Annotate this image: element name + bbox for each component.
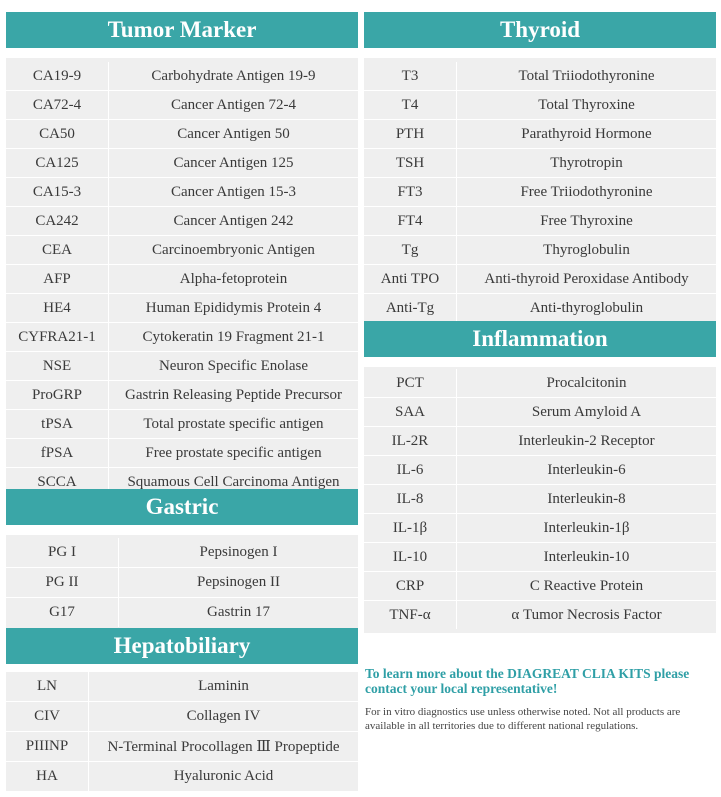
marker-code: LN [6, 672, 89, 701]
table-row [6, 207, 358, 236]
marker-name: Interleukin-8 [547, 490, 626, 507]
table-row [6, 381, 358, 410]
marker-name: Total prostate specific antigen [143, 415, 324, 432]
marker-name: Free prostate specific antigen [145, 444, 322, 461]
inflammation-panel [364, 321, 716, 633]
thyroid-table [364, 58, 716, 324]
marker-code: IL-8 [364, 485, 457, 513]
marker-name: Gastrin 17 [207, 604, 270, 620]
table-row [364, 236, 716, 265]
table-row [6, 410, 358, 439]
marker-name: Collagen IV [186, 708, 261, 724]
marker-name: Serum Amyloid A [531, 403, 642, 420]
marker-code: CEA [6, 236, 109, 264]
marker-name: Interleukin-1β [543, 519, 630, 536]
contact-title: To learn more about the DIAGREAT CLIA KITS please contact your local representative! [365, 666, 690, 696]
marker-name: Free Triiodothyronine [520, 183, 653, 200]
marker-name: Cytokeratin 19 Fragment 21-1 [142, 328, 325, 345]
contact-note [365, 666, 717, 733]
table-row [6, 732, 358, 762]
marker-code: CIV [6, 702, 89, 731]
marker-name: Total Triiodothyronine [518, 67, 655, 84]
table-row [6, 294, 358, 323]
table-row [6, 236, 358, 265]
marker-code: CA125 [6, 149, 109, 177]
marker-name: Pepsinogen II [197, 574, 280, 590]
table-row [364, 514, 716, 543]
marker-name: C Reactive Protein [529, 577, 644, 594]
table-row [364, 265, 716, 294]
marker-code: PTH [364, 120, 457, 148]
gastric-panel [6, 489, 358, 629]
marker-name: Squamous Cell Carcinoma Antigen [127, 473, 340, 490]
table-row [6, 62, 358, 91]
marker-code: HA [6, 762, 89, 791]
marker-code: Anti TPO [364, 265, 457, 293]
marker-code: CYFRA21-1 [6, 323, 109, 351]
marker-name: Cancer Antigen 50 [177, 125, 290, 142]
marker-code: IL-2R [364, 427, 457, 455]
marker-code: T4 [364, 91, 457, 119]
table-row [364, 91, 716, 120]
table-row [364, 369, 716, 398]
marker-code: ProGRP [6, 381, 109, 409]
table-row [364, 427, 716, 456]
thyroid-header: Thyroid [364, 12, 716, 48]
marker-name: Interleukin-6 [547, 461, 626, 478]
marker-code: SAA [364, 398, 457, 426]
hepatobiliary-panel [6, 628, 358, 791]
table-row [364, 120, 716, 149]
marker-code: PIIINP [6, 732, 89, 761]
marker-name: Neuron Specific Enolase [158, 357, 309, 374]
disclaimer-text: For in vitro diagnostics use unless otherwise noted. Not all products are available in all territories due to different national regulations. [365, 706, 681, 732]
marker-name: N-Terminal Procollagen Ⅲ Propeptide [107, 739, 340, 755]
marker-name: Pepsinogen I [199, 544, 278, 560]
table-row [364, 485, 716, 514]
table-row [6, 439, 358, 468]
marker-name: Cancer Antigen 15-3 [171, 183, 296, 200]
table-row [6, 352, 358, 381]
marker-name: Cancer Antigen 72-4 [171, 96, 296, 113]
table-row [364, 456, 716, 485]
table-row [364, 207, 716, 236]
table-row [6, 178, 358, 207]
table-row [364, 398, 716, 427]
marker-name: Free Thyroxine [540, 212, 633, 229]
marker-name: Anti-thyroglobulin [529, 299, 644, 316]
marker-code: fPSA [6, 439, 109, 467]
table-row [6, 323, 358, 352]
marker-name: Procalcitonin [546, 374, 627, 391]
table-row [364, 62, 716, 91]
marker-name: Total Thyroxine [538, 96, 635, 113]
marker-name: Cancer Antigen 125 [173, 154, 294, 171]
marker-code: CA15-3 [6, 178, 109, 206]
marker-code: IL-6 [364, 456, 457, 484]
table-row [6, 120, 358, 149]
marker-code: PG I [6, 538, 119, 567]
marker-code: CA242 [6, 207, 109, 235]
marker-name: Interleukin-2 Receptor [518, 432, 655, 449]
marker-code: SCCA [6, 468, 109, 496]
marker-code: FT3 [364, 178, 457, 206]
marker-name: Parathyroid Hormone [521, 125, 652, 142]
marker-name: Laminin [198, 678, 249, 694]
marker-code: Anti-Tg [364, 294, 457, 322]
table-row [364, 178, 716, 207]
table-row [6, 672, 358, 702]
marker-code: FT4 [364, 207, 457, 235]
marker-name: Human Epididymis Protein 4 [145, 299, 322, 316]
marker-name: Gastrin Releasing Peptide Precursor [124, 386, 343, 403]
table-row [6, 265, 358, 294]
hepatobiliary-table [6, 672, 358, 791]
table-row [364, 149, 716, 178]
marker-name: Thyroglobulin [543, 241, 630, 258]
marker-name: Hyaluronic Acid [173, 768, 274, 784]
gastric-table [6, 535, 358, 629]
marker-name: α Tumor Necrosis Factor [511, 606, 662, 623]
marker-code: CRP [364, 572, 457, 600]
marker-code: TNF-α [364, 601, 457, 629]
tumor-marker-panel [6, 12, 358, 500]
marker-code: TSH [364, 149, 457, 177]
table-row [364, 572, 716, 601]
marker-name: Thyrotropin [550, 154, 623, 171]
marker-code: tPSA [6, 410, 109, 438]
marker-code: CA19-9 [6, 62, 109, 90]
marker-code: NSE [6, 352, 109, 380]
tumor-marker-header: Tumor Marker [6, 12, 358, 48]
table-row [364, 601, 716, 629]
hepatobiliary-header: Hepatobiliary [6, 628, 358, 664]
marker-code: HE4 [6, 294, 109, 322]
table-row [6, 702, 358, 732]
marker-code: Tg [364, 236, 457, 264]
inflammation-table [364, 367, 716, 633]
table-row [6, 568, 358, 598]
table-row [6, 538, 358, 568]
table-row [6, 762, 358, 791]
marker-name: Cancer Antigen 242 [173, 212, 294, 229]
marker-name: Interleukin-10 [543, 548, 630, 565]
table-row [6, 149, 358, 178]
marker-name: Carcinoembryonic Antigen [152, 241, 315, 258]
marker-name: Alpha-fetoprotein [179, 270, 288, 287]
marker-name: Carbohydrate Antigen 19-9 [151, 67, 316, 84]
table-row [6, 91, 358, 120]
gastric-header: Gastric [6, 489, 358, 525]
marker-code: T3 [364, 62, 457, 90]
marker-code: IL-1β [364, 514, 457, 542]
marker-code: IL-10 [364, 543, 457, 571]
table-row [364, 543, 716, 572]
table-row [364, 294, 716, 322]
marker-code: G17 [6, 598, 119, 627]
marker-name: Anti-thyroid Peroxidase Antibody [484, 270, 689, 287]
inflammation-header: Inflammation [364, 321, 716, 357]
table-row [6, 598, 358, 627]
marker-code: AFP [6, 265, 109, 293]
tumor-marker-table [6, 58, 358, 500]
marker-code: CA50 [6, 120, 109, 148]
marker-code: PCT [364, 369, 457, 397]
thyroid-panel [364, 12, 716, 324]
marker-code: PG II [6, 568, 119, 597]
marker-code: CA72-4 [6, 91, 109, 119]
